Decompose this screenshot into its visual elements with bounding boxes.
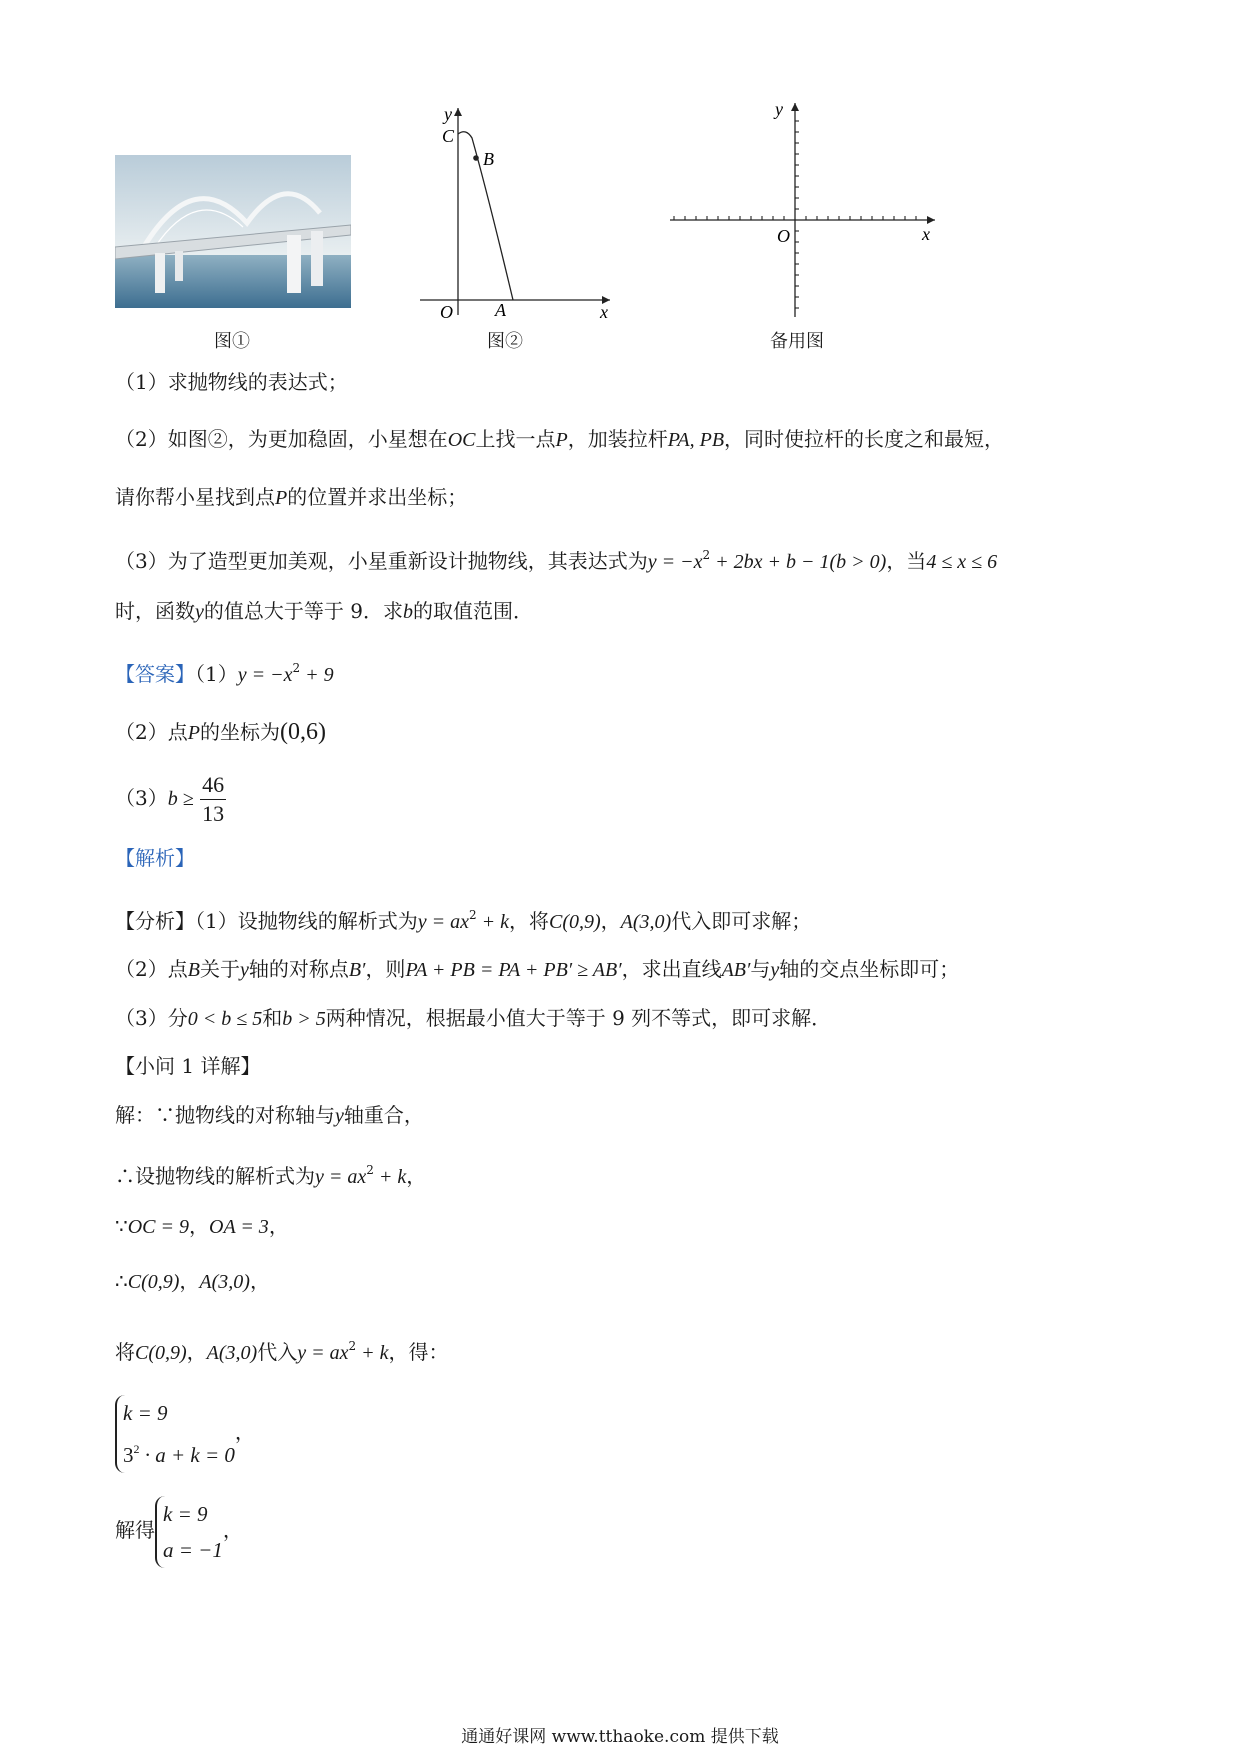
- blank-axes-figure: [660, 95, 940, 320]
- analysis-2: （2）点B关于y轴的对称点B′，则PA + PB = PA + PB′ ≥ AB′，求出直线AB′与y轴的交点坐标即可；: [115, 957, 960, 981]
- fig2-y-label: y: [444, 104, 452, 124]
- solution-line-1: 解：∵抛物线的对称轴与y轴重合，: [115, 1103, 424, 1127]
- question-2-line-1: （2）如图②，为更加稳固，小星想在OC上找一点P，加装拉杆PA, PB，同时使拉杆的长度之和最短，: [115, 427, 1005, 451]
- fig2-o-label: O: [440, 302, 453, 322]
- equation-system-2: 解得 k = 9 a = −1 ，: [115, 1490, 243, 1570]
- equation-system-1: k = 9 $3^2 \cdot a + k = 0$ ，: [115, 1392, 255, 1473]
- solution-line-2: ∴设抛物线的解析式为$y = ax^2 + k$，: [115, 1163, 427, 1188]
- footer: 通通好课网 www.tthaoke.com 提供下载: [461, 1727, 779, 1747]
- bridge-photo: [115, 155, 351, 308]
- question-1: （1）求抛物线的表达式；: [115, 370, 348, 394]
- fig2-x-label: x: [600, 302, 608, 322]
- solution-line-4: ∴C(0,9)，A(3,0)，: [115, 1269, 270, 1293]
- fig1-caption: 图①: [214, 331, 250, 352]
- fig3-caption: 备用图: [770, 331, 824, 352]
- solution-line-3: ∵OC = 9，OA = 3，: [115, 1214, 289, 1238]
- fig3-y-label: y: [775, 99, 783, 119]
- fig2-caption: 图②: [487, 331, 523, 352]
- fig2-b-label: B: [483, 149, 494, 169]
- analysis-tag: 【解析】: [115, 846, 195, 870]
- parabola-figure: [410, 100, 620, 325]
- answer-3: （3）b ≥ $\frac{46}{13}$: [115, 772, 225, 826]
- question-3-line-1: （3）为了造型更加美观，小星重新设计抛物线，其表达式为$y = -x^2 + 2bx + b - 1(b > 0)$，当4 ≤ x ≤ 6: [115, 548, 998, 573]
- answer-2: （2）点P的坐标为(0,6): [115, 719, 326, 745]
- question-2-line-2: 请你帮小星找到点P的位置并求出坐标；: [115, 485, 468, 509]
- answer-3-fraction: $\frac{46}{13}$: [202, 772, 225, 826]
- sub-question-1-tag: 【小问 1 详解】: [115, 1054, 261, 1078]
- question-3-line-2: 时，函数y的值总大于等于 9．求b的取值范围．: [115, 599, 533, 623]
- fig3-o-label: O: [777, 226, 790, 246]
- solution-line-5: 将C(0,9)，A(3,0)代入$y = ax^2 + k$，得：: [115, 1339, 449, 1364]
- answer-1: 【答案】$(1)y = -x^2 + 9$: [115, 661, 334, 686]
- fig2-a-label: A: [495, 300, 506, 320]
- fig2-c-label: C: [442, 126, 455, 146]
- analysis-3: （3）分0 < b ≤ 5和b > 5两种情况，根据最小值大于等于 9 列不等式，即可求解．: [115, 1006, 832, 1030]
- fig3-x-label: x: [922, 224, 930, 244]
- analysis-1: 【分析】（1）设抛物线的解析式为$y = ax^2 + k$，将C(0,9)，A(3,0)代入即可求解；: [115, 908, 812, 933]
